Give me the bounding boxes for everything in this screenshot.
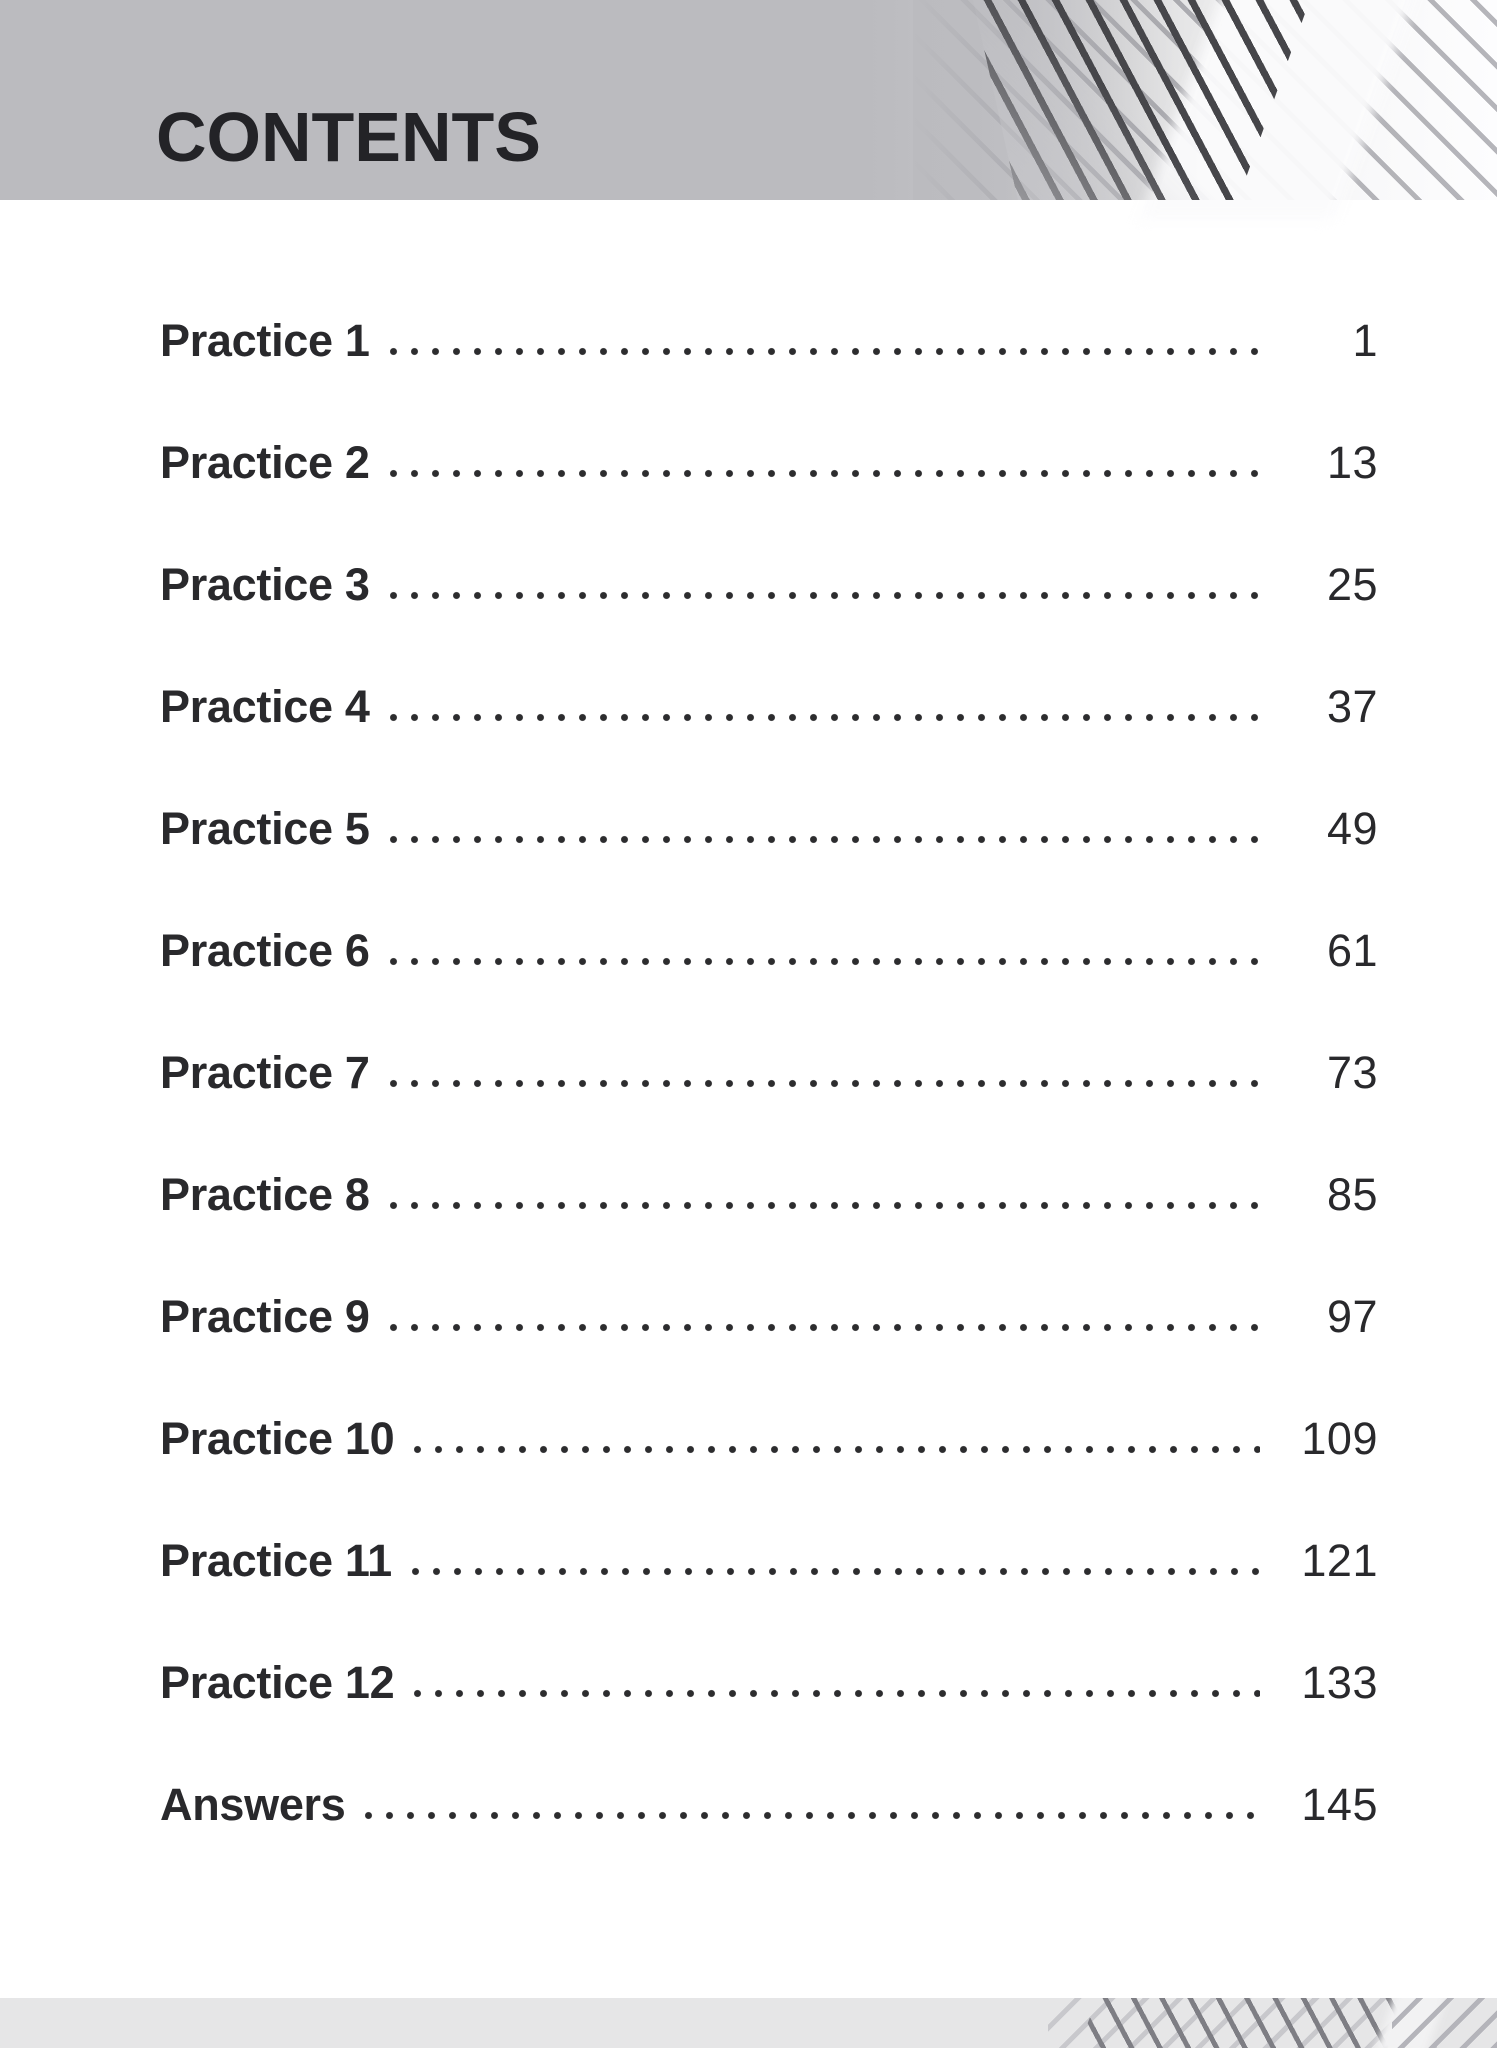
toc-entry-label: Practice 7 (160, 1047, 370, 1098)
dotted-leader (390, 835, 1260, 844)
toc-entry (160, 800, 1378, 858)
toc-entry-label: Answers (160, 1779, 346, 1830)
dotted-leader (390, 347, 1260, 356)
toc-entry-page: 133 (1301, 1657, 1378, 1708)
page-title: CONTENTS (156, 98, 541, 176)
toc-entry-page: 121 (1301, 1535, 1378, 1586)
toc-entry-page: 49 (1326, 803, 1378, 854)
footer-dark-stripes-decoration (1078, 1998, 1407, 2048)
toc-entry (160, 1532, 1378, 1590)
dotted-leader (390, 1201, 1260, 1210)
toc-entry (160, 1044, 1378, 1102)
dotted-leader (390, 713, 1260, 722)
toc-entry (160, 1288, 1378, 1346)
footer-band (0, 1998, 1497, 2048)
footer-light-stripes-decoration (1392, 1998, 1497, 2048)
toc-entry-page: 61 (1326, 925, 1378, 976)
toc-entry (160, 556, 1378, 614)
toc-entry (160, 1410, 1378, 1468)
toc-list (160, 312, 1378, 1834)
toc-entry-label: Practice 4 (160, 681, 370, 732)
toc-entry (160, 1166, 1378, 1224)
toc-entry-label: Practice 9 (160, 1291, 370, 1342)
toc-entry-page: 73 (1326, 1047, 1378, 1098)
toc-entry-label: Practice 10 (160, 1413, 395, 1464)
header-band (0, 0, 1497, 200)
dotted-leader (412, 1567, 1260, 1576)
toc-entry-label: Practice 1 (160, 315, 370, 366)
toc-entry-label: Practice 11 (160, 1535, 392, 1586)
toc-entry-label: Practice 6 (160, 925, 370, 976)
toc-entry (160, 1654, 1378, 1712)
toc-entry (160, 678, 1378, 736)
toc-entry-page: 97 (1326, 1291, 1378, 1342)
toc-entry (160, 922, 1378, 980)
toc-entry-label: Practice 8 (160, 1169, 370, 1220)
toc-entry-page: 1 (1352, 315, 1378, 366)
toc-entry-page: 37 (1326, 681, 1378, 732)
toc-entry-page: 25 (1326, 559, 1378, 610)
toc-entry-page: 109 (1301, 1413, 1378, 1464)
dotted-leader (390, 591, 1260, 600)
toc-entry-page: 13 (1326, 437, 1378, 488)
dotted-leader (390, 469, 1260, 478)
dotted-leader (390, 1079, 1260, 1088)
toc-entry-page: 145 (1301, 1779, 1378, 1830)
toc-entry-page: 85 (1326, 1169, 1378, 1220)
dotted-leader (414, 1689, 1260, 1698)
toc-entry (160, 1776, 1378, 1834)
dotted-leader (390, 957, 1260, 966)
toc-entry-label: Practice 12 (160, 1657, 395, 1708)
toc-entry-label: Practice 2 (160, 437, 370, 488)
dotted-leader (365, 1811, 1260, 1820)
toc-entry-label: Practice 3 (160, 559, 370, 610)
toc-entry-label: Practice 5 (160, 803, 370, 854)
toc-entry (160, 434, 1378, 492)
dotted-leader (414, 1445, 1260, 1454)
toc-entry (160, 312, 1378, 370)
dotted-leader (390, 1323, 1260, 1332)
